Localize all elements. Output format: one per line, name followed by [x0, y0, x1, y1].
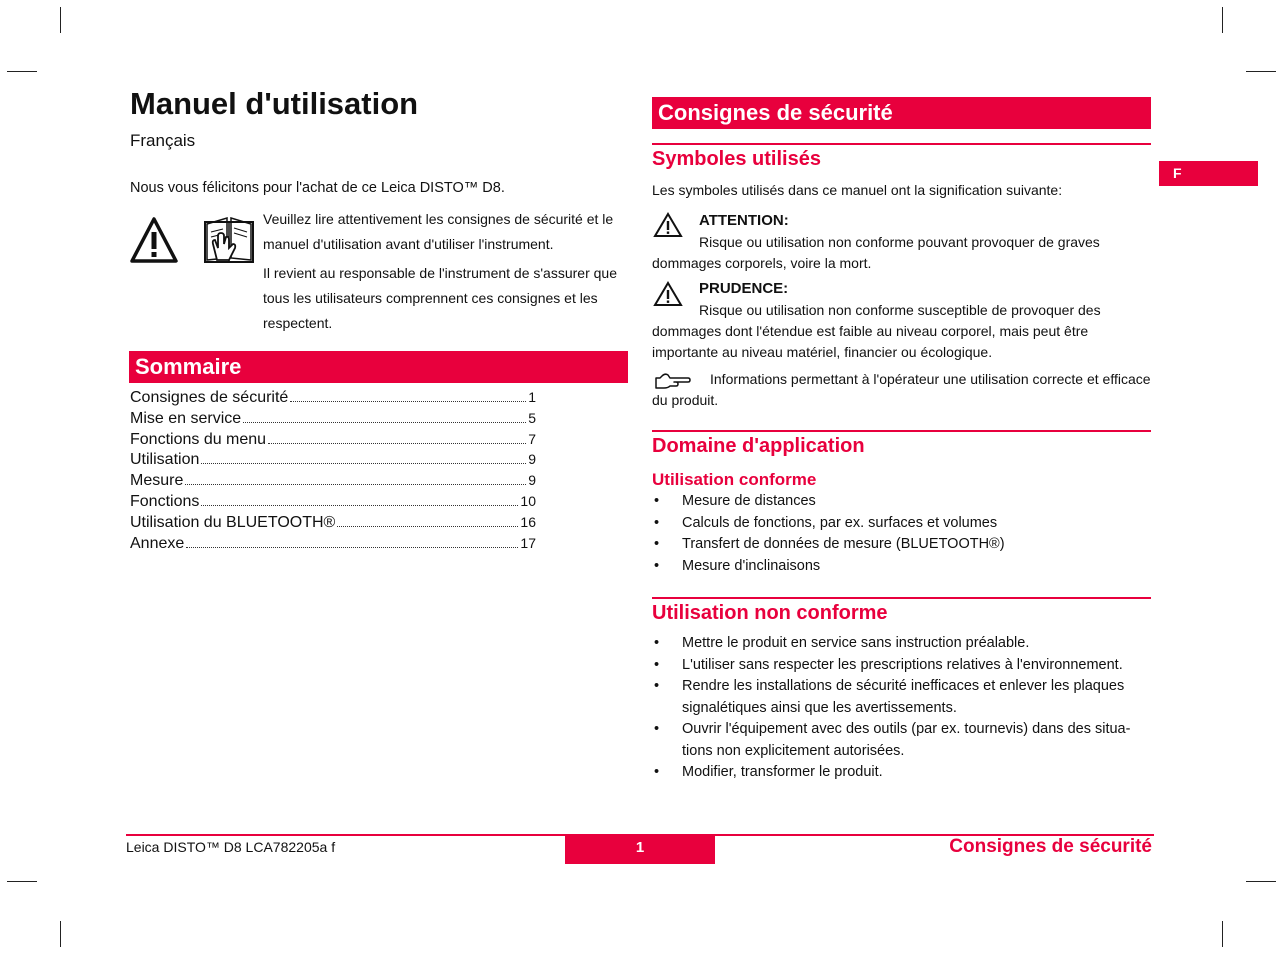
safety-notice: [263, 207, 629, 340]
toc-page-number: 9: [528, 472, 536, 489]
toc-entry[interactable]: [130, 410, 536, 431]
conform-list: [652, 491, 1151, 577]
crop-mark: [7, 71, 37, 72]
table-of-contents: [130, 389, 536, 555]
language-tab: F: [1159, 161, 1258, 186]
toc-entry-label: Utilisation: [130, 451, 200, 469]
list-item: • Mesure de distances: [652, 491, 1151, 513]
toc-leader: [201, 505, 518, 506]
toc-page-number: 10: [520, 492, 536, 509]
toc-page-number: 5: [528, 409, 536, 426]
page-title: Manuel d'utilisation: [130, 86, 419, 121]
toc-leader: [201, 463, 526, 464]
toc-leader: [243, 422, 526, 423]
crop-mark: [1222, 7, 1223, 33]
toc-entry-label: Consignes de sécurité: [130, 389, 289, 406]
list-item: • Mesure d'inclinaisons: [652, 556, 1151, 578]
attention-text: Risque ou utilisation non conforme pouvant provoquer de graves dommages corporels, voire la mort.: [652, 234, 1100, 271]
footer-section-title: Consignes de sécurité: [949, 836, 1152, 857]
toc-entry[interactable]: [130, 472, 536, 493]
list-item: • Mettre le produit en service sans instruction préalable.: [652, 633, 1151, 655]
toc-heading: Sommaire: [129, 351, 628, 383]
toc-entry[interactable]: [130, 514, 536, 535]
page-number: 1: [565, 836, 715, 864]
toc-entry-label: Fonctions du menu: [130, 430, 267, 448]
toc-leader: [268, 443, 526, 444]
list-item: • L'utiliser sans respecter les prescriptions relatives à l'environnement.: [652, 655, 1151, 677]
toc-entry-label: Fonctions: [130, 492, 200, 510]
crop-mark: [60, 7, 61, 33]
notice-paragraph: Il revient au responsable de l'instrument de s'assurer que tous les utilisateurs comprennent ces consignes et les respectent.: [263, 265, 617, 331]
list-item: • Rendre les installations de sécurité inefficaces et enlever les plaques signalétiques ainsi que les avertissements.: [652, 676, 1151, 719]
symbols-heading: Symboles utilisés: [652, 143, 1151, 171]
toc-entry[interactable]: [130, 451, 536, 472]
list-item: • Modifier, transformer le produit.: [652, 762, 1151, 784]
intro-text: Nous vous félicitons pour l'achat de ce Leica DISTO™ D8.: [130, 180, 505, 196]
info-text: Informations permettant à l'opérateur une utilisation correcte et efficace du produit.: [652, 371, 1151, 408]
toc-leader: [186, 547, 518, 548]
crop-mark: [1222, 921, 1223, 947]
attention-label: ATTENTION:: [699, 212, 789, 229]
crop-mark: [60, 921, 61, 947]
crop-mark: [1246, 881, 1276, 882]
toc-entry-label: Mesure: [130, 472, 184, 490]
warning-triangle-icon: [129, 216, 179, 264]
toc-leader: [337, 526, 518, 527]
toc-entry[interactable]: [130, 493, 536, 514]
read-manual-icon: [203, 214, 255, 264]
notice-paragraph: Veuillez lire attentivement les consignes de sécurité et le manuel d'utilisation avant d'utiliser l'instrument.: [263, 211, 614, 252]
domain-heading: Domaine d'application: [652, 430, 1151, 458]
toc-entry-label: Utilisation du BLUETOOTH®: [130, 513, 336, 531]
toc-entry[interactable]: [130, 431, 536, 452]
toc-page-number: 16: [520, 513, 536, 530]
nonconform-list: [652, 633, 1151, 784]
toc-leader: [185, 484, 526, 485]
crop-mark: [7, 881, 37, 882]
toc-entry-label: Annexe: [130, 534, 185, 552]
toc-entry-label: Mise en service: [130, 409, 242, 427]
toc-entry[interactable]: [130, 389, 536, 410]
toc-entry[interactable]: [130, 535, 536, 556]
toc-page-number: 17: [520, 534, 536, 551]
safety-heading: Consignes de sécurité: [652, 97, 1151, 129]
prudence-label: PRUDENCE:: [699, 280, 789, 297]
toc-page-number: 1: [528, 389, 536, 405]
language-label: Français: [130, 131, 196, 150]
list-item: • Transfert de données de mesure (BLUETOOTH®): [652, 534, 1151, 556]
footer-product: Leica DISTO™ D8 LCA782205a f: [126, 839, 336, 855]
list-item: • Calculs de fonctions, par ex. surfaces et volumes: [652, 513, 1151, 535]
conform-heading: Utilisation conforme: [652, 470, 817, 489]
crop-mark: [1246, 71, 1276, 72]
prudence-text: Risque ou utilisation non conforme susceptible de provoquer des dommages dont l'étendue est faible au niveau corporel, mais peut être importante au niveau matériel, financier ou écologique.: [652, 302, 1101, 360]
toc-leader: [290, 401, 526, 402]
toc-page-number: 9: [528, 451, 536, 468]
list-item: • Ouvrir l'équipement avec des outils (par ex. tournevis) dans des situa-tions non explicitement autorisées.: [652, 719, 1151, 762]
nonconform-heading: Utilisation non conforme: [652, 597, 1151, 625]
toc-page-number: 7: [528, 430, 536, 447]
symbols-intro: Les symboles utilisés dans ce manuel ont la signification suivante:: [652, 182, 1063, 198]
